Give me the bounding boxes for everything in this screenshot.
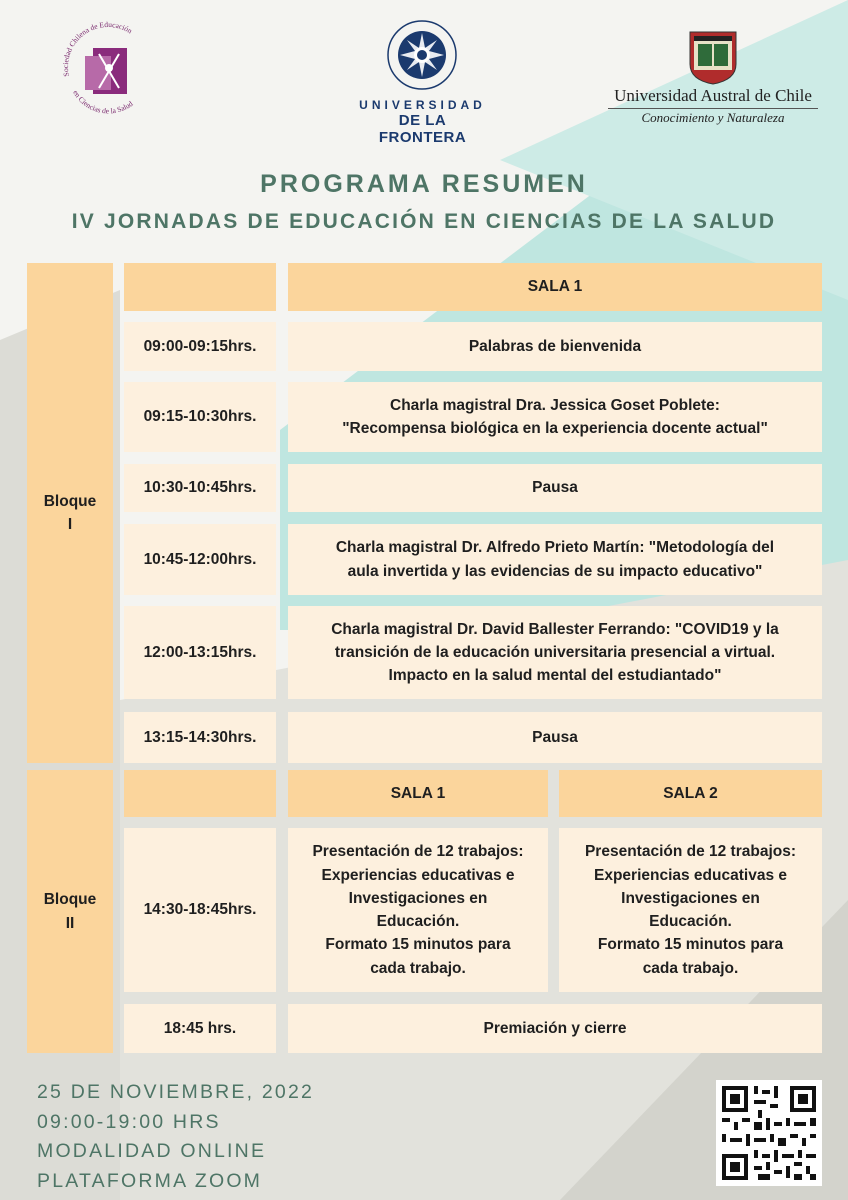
sala-1-presentations: Presentación de 12 trabajos: Experiencias educativas e Investigaciones en Educación. Formato 15 minutos para cada trabajo. (288, 828, 548, 992)
bloque-1-label: Bloque I (27, 263, 113, 763)
uach-shield (686, 26, 740, 86)
sochiedu-logo (55, 18, 160, 123)
row-desc: Pausa (288, 712, 822, 763)
ufro-line1: UNIVERSIDAD (359, 98, 486, 112)
event-info (37, 1078, 314, 1196)
row-time: 14:30-18:45hrs. (124, 828, 276, 992)
row-desc: Charla magistral Dr. David Ballester Ferrando: "COVID19 y la transición de la educación universitaria presencial a virtual. Impacto en la salud mental del estudiantado" (288, 606, 822, 699)
row-time: 09:00-09:15hrs. (124, 322, 276, 371)
ufro-seal (375, 18, 470, 93)
svg-text:en Ciencias de la Salud: en Ciencias de la Salud (71, 88, 135, 116)
ufro-line2: DE LA FRONTERA (378, 112, 467, 146)
page-subtitle: IV JORNADAS DE EDUCACIÓN EN CIENCIAS DE LA SALUD (71, 210, 777, 233)
row-desc: Charla magistral Dr. Alfredo Prieto Martín: "Metodología del aula invertida y las evidencias de su impacto educativo" (288, 524, 822, 595)
header-time-blank (124, 263, 276, 311)
event-platform: PLATAFORMA ZOOM (37, 1169, 263, 1192)
row-desc: Premiación y cierre (288, 1004, 822, 1053)
sala-2-presentations: Presentación de 12 trabajos: Experiencias educativas e Investigaciones en Educación. Formato 15 minutos para cada trabajo. (559, 828, 822, 992)
row-time: 10:45-12:00hrs. (124, 524, 276, 595)
svg-text:Sociedad Chilena de Educación: Sociedad Chilena de Educación (60, 19, 134, 78)
row-desc: Pausa (288, 464, 822, 512)
row-time: 12:00-13:15hrs. (124, 606, 276, 699)
row-time: 18:45 hrs. (124, 1004, 276, 1053)
row-time: 10:30-10:45hrs. (124, 464, 276, 512)
bloque-2-label: Bloque II (27, 770, 113, 1053)
page-title: PROGRAMA RESUMEN (260, 170, 588, 198)
uach-motto: Conocimiento y Naturaleza (641, 110, 785, 125)
header-sala-2: SALA 2 (559, 770, 822, 817)
event-hours: 09:00-19:00 HRS (37, 1110, 221, 1133)
ufro-wordmark (355, 98, 490, 146)
event-date: 25 DE NOVIEMBRE, 2022 (37, 1081, 315, 1103)
header-sala-1: SALA 1 (288, 263, 822, 311)
row-desc: Charla magistral Dra. Jessica Goset Poblete: "Recompensa biológica en la experiencia docente actual" (288, 382, 822, 452)
uach-name: Universidad Austral de Chile (608, 86, 818, 109)
event-mode: MODALIDAD ONLINE (37, 1140, 267, 1162)
row-desc: Palabras de bienvenida (288, 322, 822, 371)
header-sala-1: SALA 1 (288, 770, 548, 817)
header-time-blank (124, 770, 276, 817)
row-time: 13:15-14:30hrs. (124, 712, 276, 763)
row-time: 09:15-10:30hrs. (124, 382, 276, 452)
qr-code[interactable] (716, 1080, 822, 1186)
